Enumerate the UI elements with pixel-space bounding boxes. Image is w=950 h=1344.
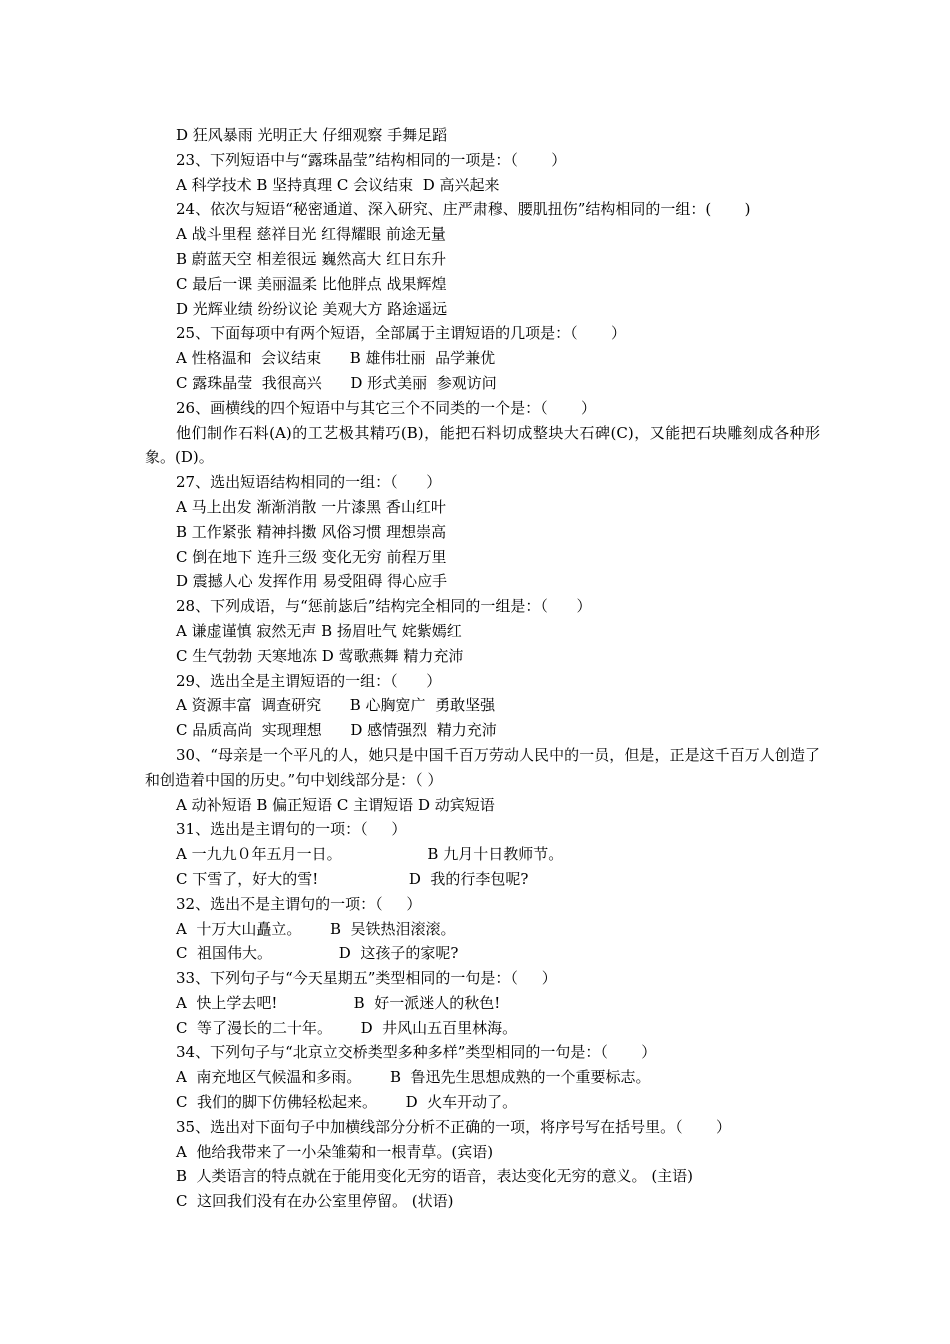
options-32-cd: C 祖国伟大。 D 这孩子的家呢?	[176, 944, 459, 963]
question-33: 33、下列句子与“今天星期五”类型相同的一句是：（ ）	[176, 969, 557, 988]
options-32-ab: A 十万大山矗立。 B 吴铁热泪滚滚。	[176, 919, 456, 938]
question-27: 27、选出短语结构相同的一组：（ ）	[176, 473, 442, 492]
options-28-cd: C 生气勃勃 天寒地冻 D 莺歌燕舞 精力充沛	[176, 646, 464, 665]
options-25-cd: C 露珠晶莹 我很高兴 D 形式美丽 参观访问	[176, 373, 497, 392]
options-33-ab: A 快上学去吧! B 好一派迷人的秋色!	[176, 993, 501, 1012]
option-27c: C 倒在地下 连升三级 变化无穷 前程万里	[176, 547, 447, 566]
option-27a: A 马上出发 渐渐消散 一片漆黑 香山红叶	[176, 497, 446, 516]
option-35a: A 他给我带来了一小朵雏菊和一根青草。(宾语)	[176, 1142, 494, 1161]
question-31: 31、选出是主谓句的一项：（ ）	[176, 820, 407, 839]
question-26: 26、画横线的四个短语中与其它三个不同类的一个是：（ ）	[176, 398, 596, 417]
document-body	[145, 123, 820, 1214]
option-line-22d: D 狂风暴雨 光明正大 仔细观察 手舞足蹈	[176, 126, 448, 144]
question-28: 28、下列成语，与“惩前毖后”结构完全相同的一组是：（ ）	[176, 597, 592, 616]
options-25-ab: A 性格温和 会议结束 B 雄伟壮丽 品学兼优	[176, 349, 496, 368]
question-34: 34、下列句子与“北京立交桥类型多种多样”类型相同的一句是：（ ）	[176, 1043, 657, 1062]
options-23: A 科学技术 B 坚持真理 C 会议结束 D 高兴起来	[176, 175, 500, 194]
option-27d: D 震撼人心 发挥作用 易受阻碍 得心应手	[176, 572, 448, 591]
options-34-ab: A 南充地区气候温和多雨。 B 鲁迅先生思想成熟的一个重要标志。	[176, 1068, 651, 1087]
option-27b: B 工作紧张 精神抖擞 风俗习惯 理想崇高	[176, 522, 447, 541]
options-33-cd: C 等了漫长的二十年。 D 井风山五百里林海。	[176, 1018, 518, 1037]
options-31-cd: C 下雪了，好大的雪! D 我的行李包呢?	[176, 869, 529, 888]
option-35c: C 这回我们没有在办公室里停留。 (状语)	[176, 1192, 454, 1211]
options-30: A 动补短语 B 偏正短语 C 主谓短语 D 动宾短语	[176, 795, 495, 814]
options-28-ab: A 谦虚谨慎 寂然无声 B 扬眉吐气 姹紫嫣红	[176, 621, 462, 640]
option-24d: D 光辉业绩 纷纷议论 美观大方 路途遥远	[176, 299, 448, 318]
question-23: 23、下列短语中与“露珠晶莹”结构相同的一项是：（ ）	[176, 150, 567, 169]
option-24b: B 蔚蓝天空 相差很远 巍然高大 红日东升	[176, 249, 447, 268]
option-35b: B 人类语言的特点就在于能用变化无穷的语音，表达变化无穷的意义。 (主语)	[176, 1167, 694, 1186]
question-32: 32、选出不是主谓句的一项：（ ）	[176, 894, 422, 913]
options-31-ab: A 一九九０年五月一日。 B 九月十日教师节。	[176, 845, 564, 864]
question-25: 25、下面每项中有两个短语，全部属于主谓短语的几项是：（ ）	[176, 324, 626, 343]
options-29-ab: A 资源丰富 调查研究 B 心胸宽广 勇敢坚强	[176, 696, 496, 715]
options-29-cd: C 品质高尚 实现理想 D 感情强烈 精力充沛	[176, 721, 497, 740]
question-24: 24、依次与短语“秘密通道、深入研究、庄严肃穆、腰肌扭伤”结构相同的一组：( )	[176, 200, 751, 219]
question-26-passage: 他们制作石料(A)的工艺极其精巧(B)，能把石料切成整块大石碑(C)，又能把石块雕刻成各种形象。(D)。	[145, 423, 820, 467]
question-35: 35、选出对下面句子中加横线部分分析不正确的一项，将序号写在括号里。（ ）	[176, 1117, 731, 1136]
question-30: 30、“母亲是一个平凡的人，她只是中国千百万劳动人民中的一员，但是，正是这千百万人创造了和创造着中国的历史。”句中划线部分是：（ ）	[145, 745, 820, 789]
options-34-cd: C 我们的脚下仿佛轻松起来。 D 火车开动了。	[176, 1093, 518, 1112]
option-24c: C 最后一课 美丽温柔 比他胖点 战果辉煌	[176, 274, 447, 293]
option-24a: A 战斗里程 慈祥目光 红得耀眼 前途无量	[176, 225, 446, 244]
question-29: 29、选出全是主谓短语的一组：（ ）	[176, 671, 442, 690]
